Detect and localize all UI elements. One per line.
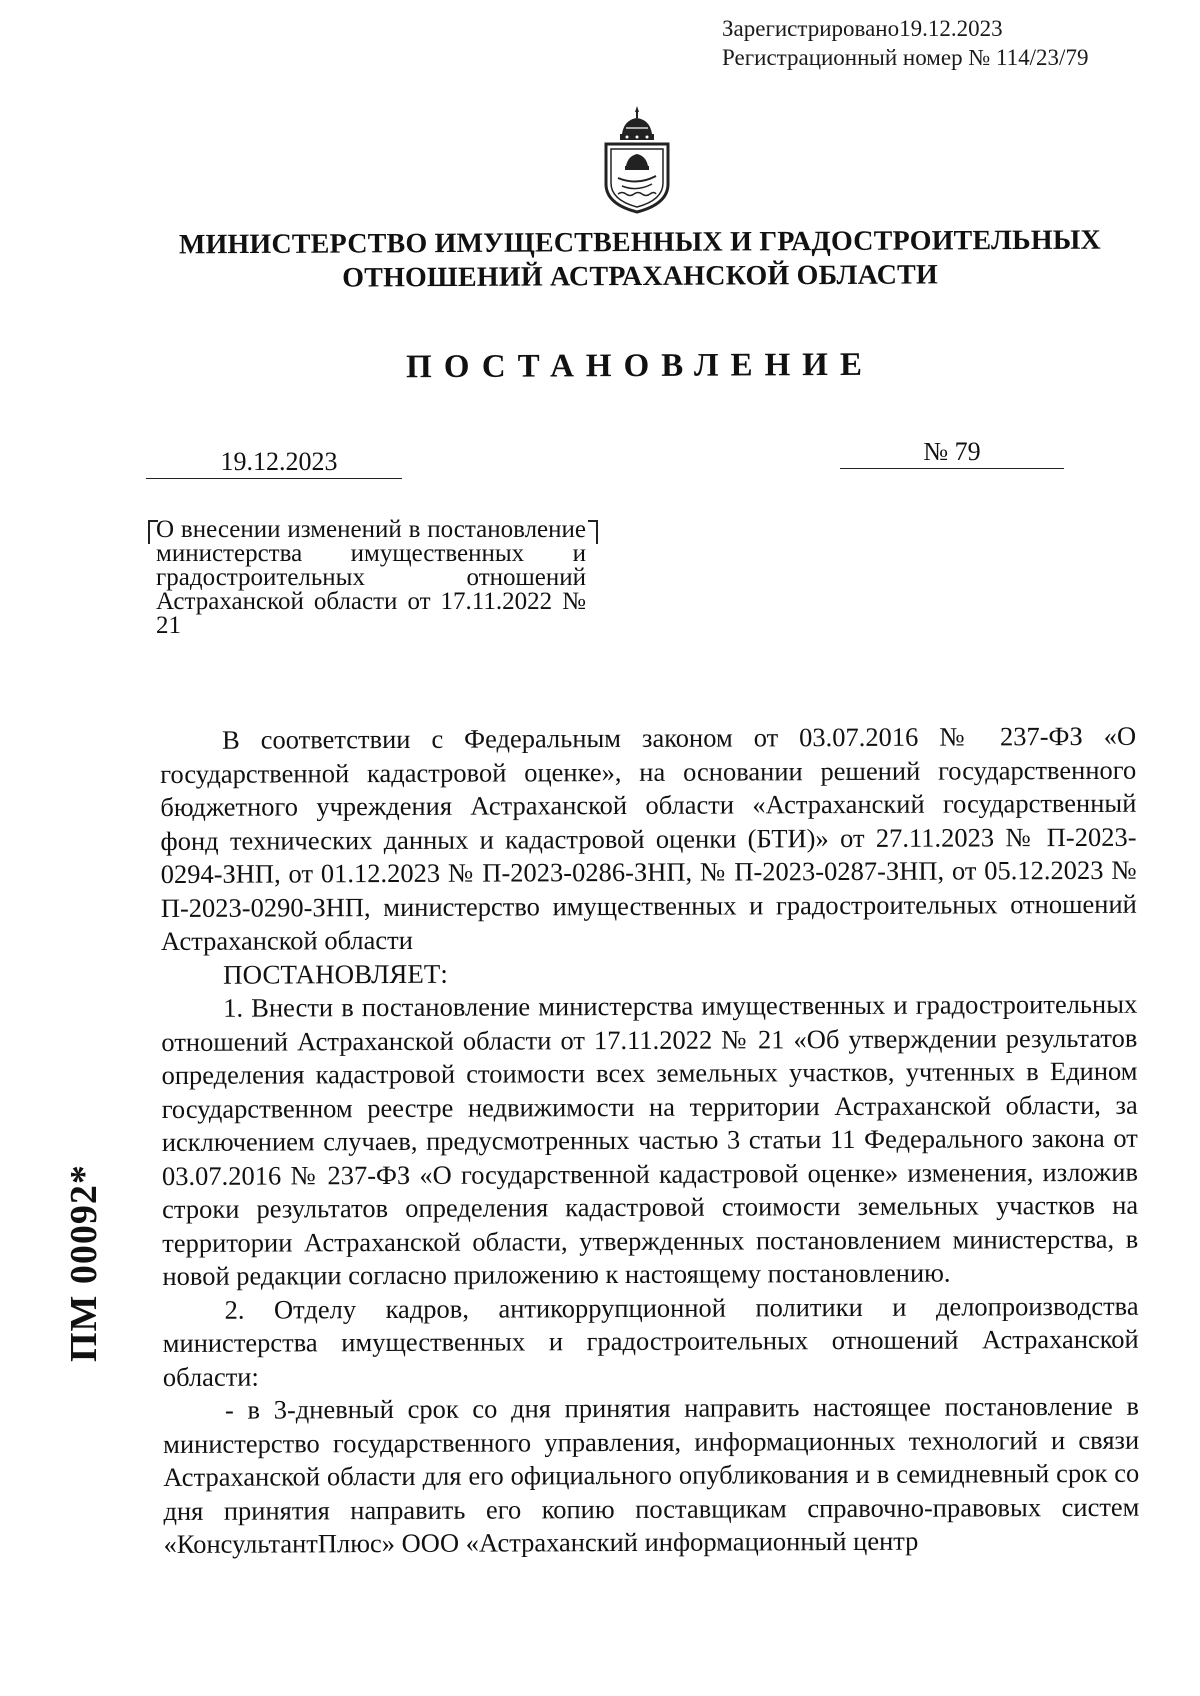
decree-date: 19.12.2023 [146,446,402,479]
resolves-heading: ПОСТАНОВЛЯЕТ: [223,958,448,990]
registration-stamp [722,14,1088,72]
decree-body [160,720,1140,1562]
side-stamp: ПМ 00092* [63,1164,105,1362]
item-2-dash-paragraph: - в 3-дневный срок со дня принятия направить настоящее постановление в министерство государственного управления, информационных технологий и связи Астраханской области для его официального опубликования и в семидневный срок со дня принятия направить его копию поставщикам справочно-правовых систем «КонсультантПлюс» ООО «Астраханский информационный центр [163,1390,1140,1559]
decree-number: № 79 [840,436,1064,469]
item-2-paragraph: 2. Отделу кадров, антикоррупционной политики и делопроизводства министерства имущественных и градостроительных отношений Астраханской области: [162,1290,1139,1392]
decree-subject: О внесении изменений в постановление министерства имущественных и градостроительных отношений Астраханской области от 17.11.2022 № 21 [156,516,586,639]
decree-title: ПОСТАНОВЛЕНИЕ [406,346,874,386]
astrakhan-coat-of-arms-icon [600,104,674,216]
ministry-name-line2: ОТНОШЕНИЙ АСТРАХАНСКОЙ ОБЛАСТИ [342,259,939,294]
ministry-name [170,224,1110,297]
registration-date: Зарегистрировано19.12.2023 [722,16,1003,41]
ministry-name-line1: МИНИСТЕРСТВО ИМУЩЕСТВЕННЫХ И ГРАДОСТРОИТЕЛЬНЫХ [178,224,1101,261]
preamble-paragraph: В соответствии с Федеральным законом от 03.07.2016 № 237-ФЗ «О государственной кадастровой оценке», на основании решений государственного бюджетного учреждения Астраханской области «Астраханский государственный фонд технических данных и кадастровой оценки (БТИ)» от 27.11.2023 № П-2023-0294-ЗНП, от 01.12.2023 № П-2023-0286-ЗНП, № П-2023-0287-ЗНП, от 05.12.2023 № П-2023-0290-ЗНП, министерство имущественных и градостроительных отношений Астраханской области [160,720,1137,956]
subject-bracket-right [588,520,598,544]
item-1-paragraph: 1. Внести в постановление министерства имущественных и градостроительных отношений Астраханской области от 17.11.2022 № 21 «Об утверждении результатов определения кадастровой стоимости всех земельных участков, учтенных в Едином государственном реестре недвижимости на территории Астраханской области, за исключением случаев, предусмотренных частью 3 статьи 11 Федерального закона от 03.07.2016 № 237-ФЗ «О государственной кадастровой оценке» изменения, изложив строки результатов определения кадастровой стоимости земельных участков на территории Астраханской области, утвержденных постановлением министерства, в новой редакции согласно приложению к настоящему постановлению. [161,988,1139,1291]
registration-number: Регистрационный номер № 114/23/79 [722,45,1089,70]
